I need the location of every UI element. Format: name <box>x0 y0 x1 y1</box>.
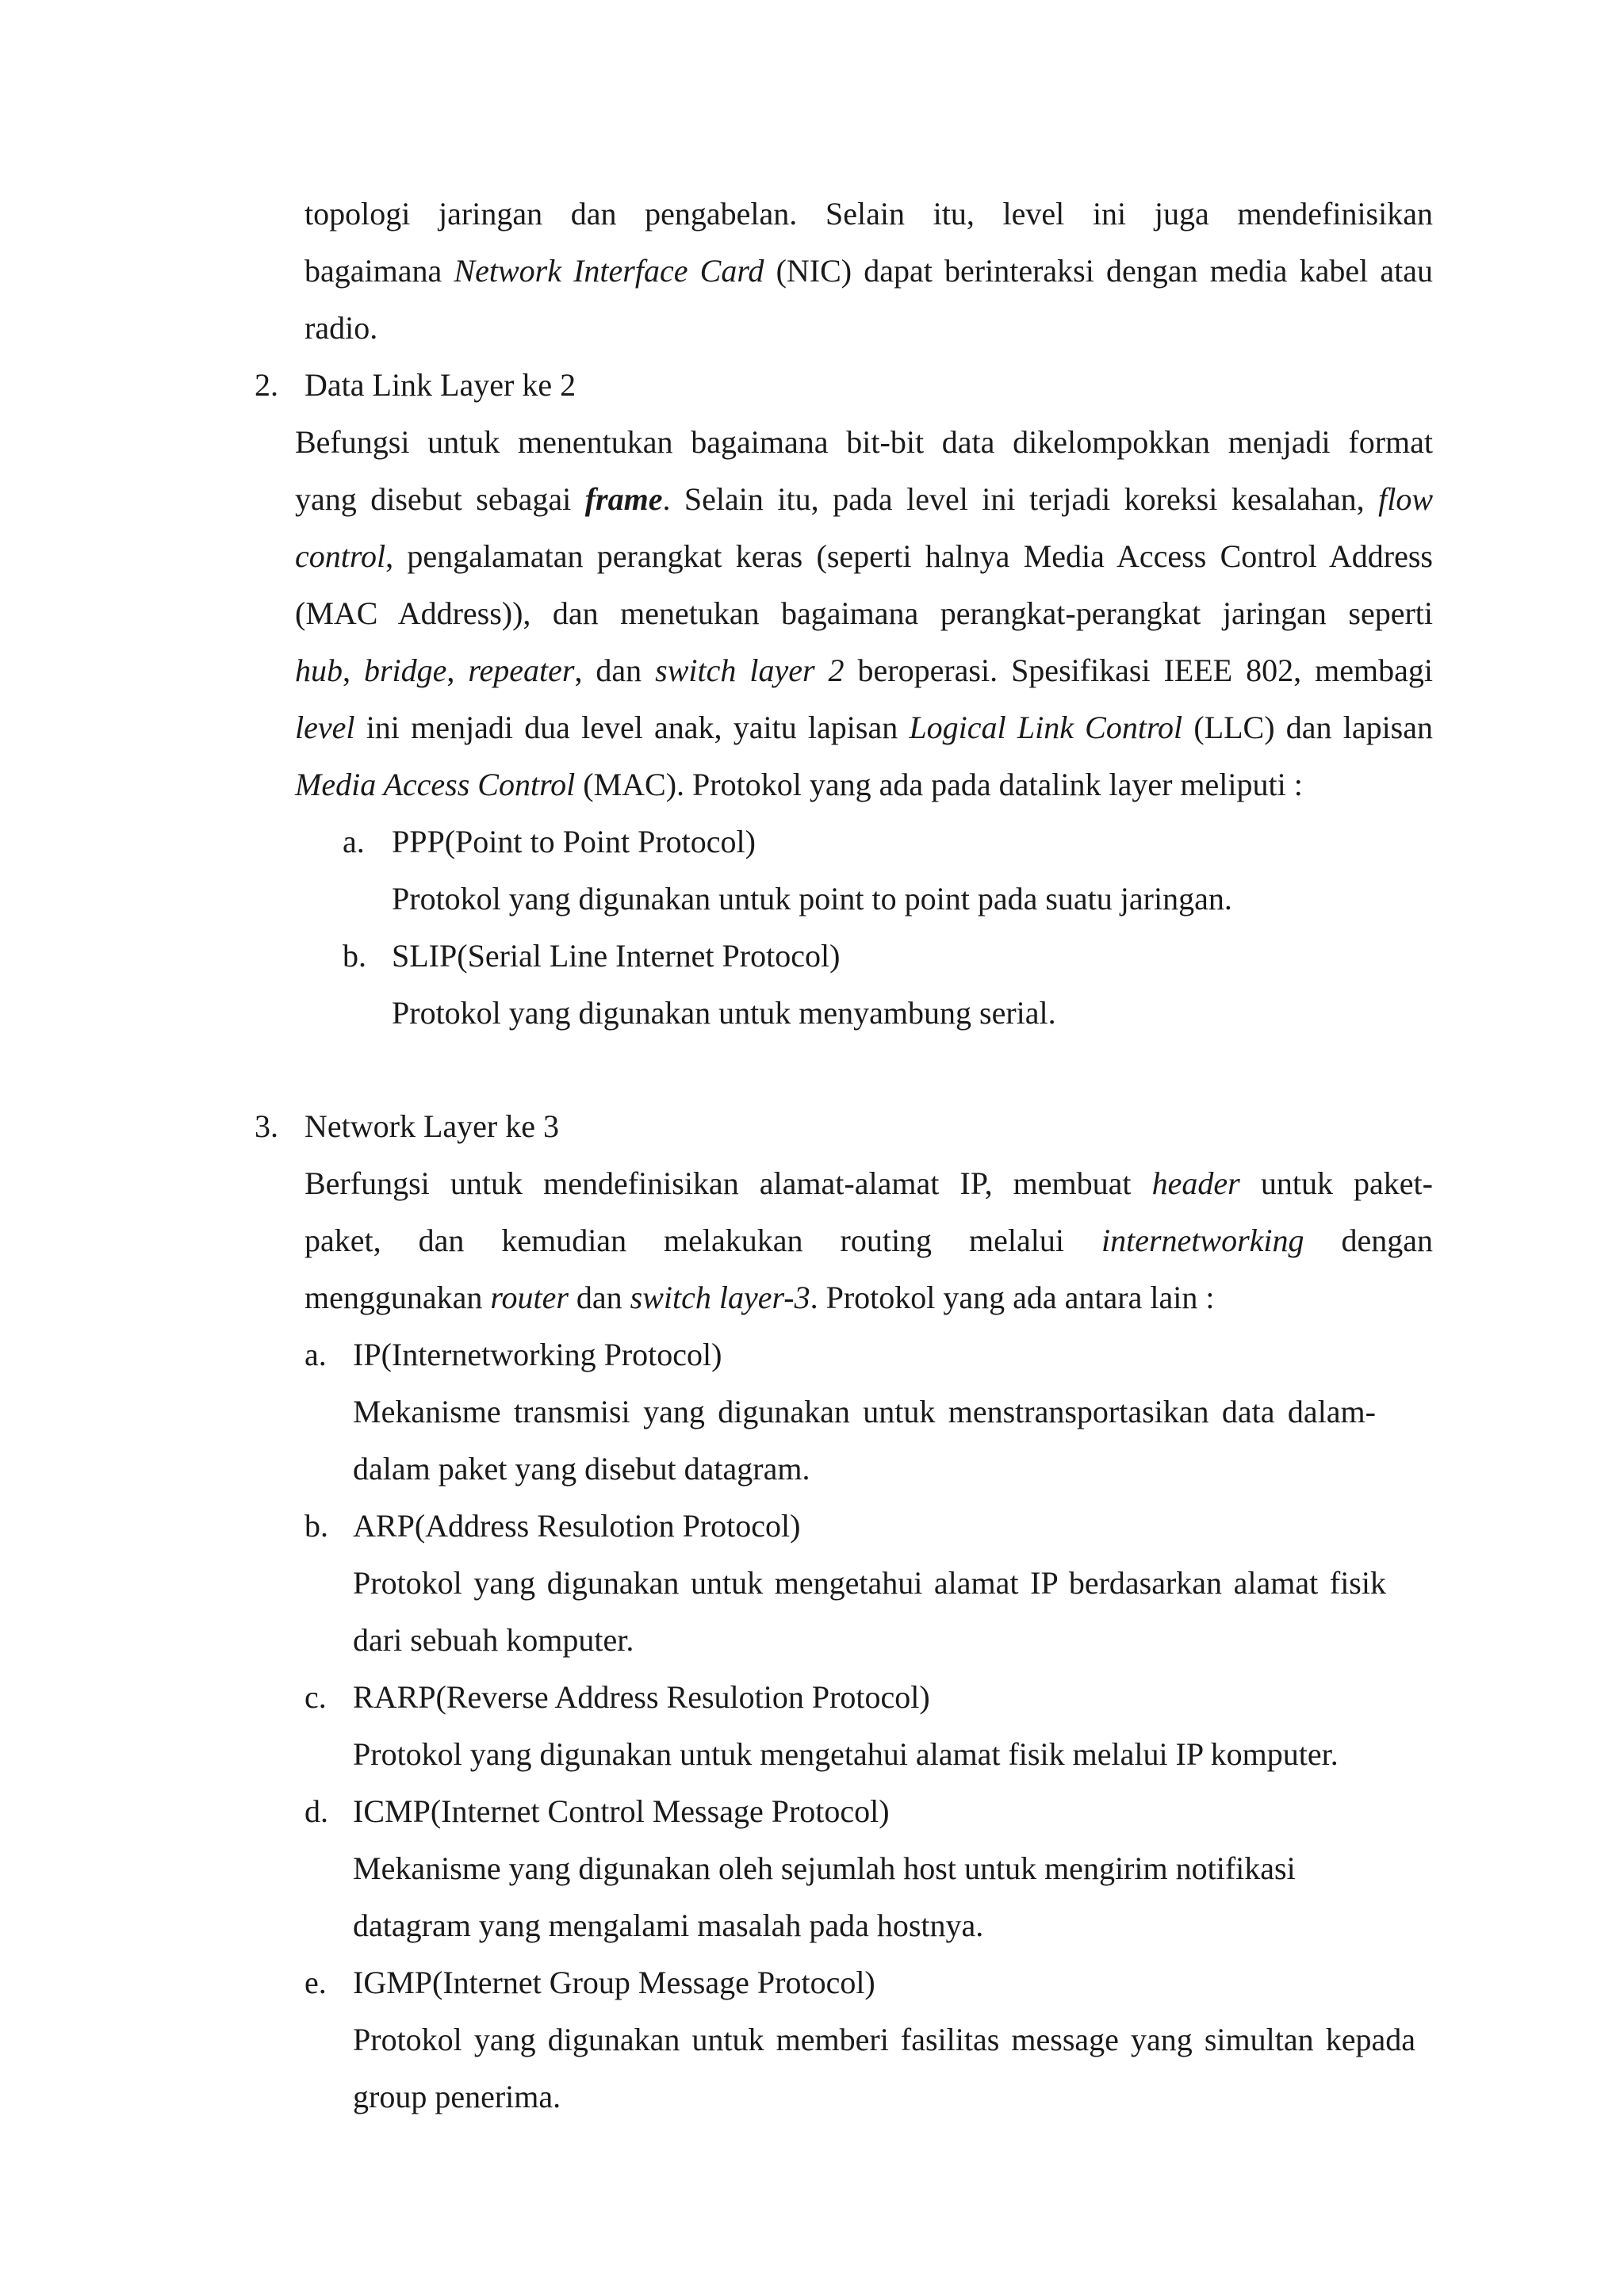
italic-term: flow <box>1378 481 1433 517</box>
list-item-title: IP(Internetworking Protocol) <box>353 1337 722 1372</box>
list-item-desc: Mekanisme yang digunakan oleh sejumlah host untuk mengirim notifikasi <box>353 1850 1296 1886</box>
list-marker: c. <box>304 1679 327 1715</box>
list-item-desc: Protokol yang digunakan untuk memberi fasilitas message yang simultan kepada <box>353 2022 1415 2057</box>
italic-term: switch layer-3 <box>630 1280 810 1315</box>
paragraph-line <box>304 1282 1214 1314</box>
list-item-title: PPP(Point to Point Protocol) <box>392 824 756 859</box>
text: dan <box>568 1280 630 1315</box>
list-item-desc: Protokol yang digunakan untuk menyambung serial. <box>392 995 1056 1031</box>
italic-term: internetworking <box>1101 1223 1304 1258</box>
text: (MAC). Protokol yang ada pada datalink layer meliputi : <box>575 767 1303 802</box>
bold-italic-term: frame <box>584 481 663 517</box>
italic-term: switch layer 2 <box>655 652 845 688</box>
text: dengan <box>1304 1223 1434 1258</box>
text: bagaimana <box>304 253 454 289</box>
section-title: Data Link Layer ke 2 <box>304 367 576 403</box>
list-item-desc: Protokol yang digunakan untuk mengetahui alamat fisik melalui IP komputer. <box>353 1736 1339 1772</box>
italic-term: Logical Link Control <box>909 710 1183 745</box>
list-marker: d. <box>304 1793 328 1829</box>
list-item-title: ICMP(Internet Control Message Protocol) <box>353 1793 890 1829</box>
italic-term: header <box>1151 1165 1240 1201</box>
section-title: Network Layer ke 3 <box>304 1108 559 1144</box>
paragraph-line <box>295 652 1434 688</box>
list-marker: a. <box>304 1337 327 1372</box>
paragraph-line <box>295 481 1433 517</box>
list-marker: b. <box>304 1508 328 1544</box>
list-item-title: RARP(Reverse Address Resulotion Protocol) <box>353 1679 930 1715</box>
section-number: 3. <box>255 1108 278 1144</box>
italic-term: Network Interface Card <box>454 253 764 289</box>
paragraph-line <box>304 1225 1433 1257</box>
italic-term: level <box>295 710 355 745</box>
paragraph-line <box>304 1165 1433 1201</box>
paragraph-line: Befungsi untuk menentukan bagaimana bit-bit data dikelompokkan menjadi format <box>295 424 1433 460</box>
list-item-desc: datagram yang mengalami masalah pada hostnya. <box>353 1908 984 1943</box>
paragraph-line <box>304 255 1433 287</box>
list-marker: a. <box>343 824 365 859</box>
text: yang disebut sebagai <box>295 481 585 517</box>
italic-term: router <box>490 1280 569 1315</box>
paragraph-line <box>295 769 1303 801</box>
text: beroperasi. Spesifikasi IEEE 802, membagi <box>844 652 1434 688</box>
italic-term: repeater <box>468 652 575 688</box>
italic-term: hub <box>295 652 343 688</box>
text: Berfungsi untuk mendefinisikan alamat-alamat IP, membuat <box>304 1165 1152 1201</box>
paragraph-line <box>295 538 1433 574</box>
text: , dan <box>574 652 656 688</box>
text: (LLC) dan lapisan <box>1182 710 1434 745</box>
list-item-desc: Mekanisme transmisi yang digunakan untuk menstransportasikan data dalam- <box>353 1394 1376 1429</box>
list-marker: e. <box>304 1965 327 2000</box>
text: , pengalamatan perangkat keras (seperti halnya Media Access Control Address <box>385 538 1433 574</box>
paragraph-line: radio. <box>304 310 378 346</box>
paragraph-line: (MAC Address)), dan menetukan bagaimana perangkat-perangkat jaringan seperti <box>295 595 1433 631</box>
text: , <box>343 652 364 688</box>
list-item-desc: group penerima. <box>353 2079 561 2114</box>
paragraph-line: topologi jaringan dan pengabelan. Selain itu, level ini juga mendefinisikan <box>304 196 1433 232</box>
text: untuk paket- <box>1239 1165 1433 1201</box>
list-item-desc: Protokol yang digunakan untuk mengetahui alamat IP berdasarkan alamat fisik <box>353 1565 1386 1601</box>
text: . Protokol yang ada antara lain : <box>810 1280 1215 1315</box>
list-marker: b. <box>343 938 366 974</box>
list-item-desc: dalam paket yang disebut datagram. <box>353 1451 810 1487</box>
text: (NIC) dapat berinteraksi dengan media kabel atau <box>764 253 1433 289</box>
italic-term: control <box>295 538 386 574</box>
list-item-desc: dari sebuah komputer. <box>353 1622 634 1658</box>
italic-term: Media Access Control <box>295 767 576 802</box>
section-number: 2. <box>255 367 278 403</box>
list-item-title: IGMP(Internet Group Message Protocol) <box>353 1965 875 2000</box>
list-item-title: SLIP(Serial Line Internet Protocol) <box>392 938 841 974</box>
list-item-title: ARP(Address Resulotion Protocol) <box>353 1508 801 1544</box>
paragraph-line <box>295 712 1433 744</box>
text: . Selain itu, pada level ini terjadi koreksi kesalahan, <box>662 481 1379 517</box>
text: , <box>446 652 469 688</box>
text: ini menjadi dua level anak, yaitu lapisan <box>354 710 910 745</box>
italic-term: bridge <box>363 652 447 688</box>
list-item-desc: Protokol yang digunakan untuk point to point pada suatu jaringan. <box>392 881 1232 916</box>
text: paket, dan kemudian melakukan routing melalui <box>304 1223 1101 1258</box>
text: menggunakan <box>304 1280 491 1315</box>
